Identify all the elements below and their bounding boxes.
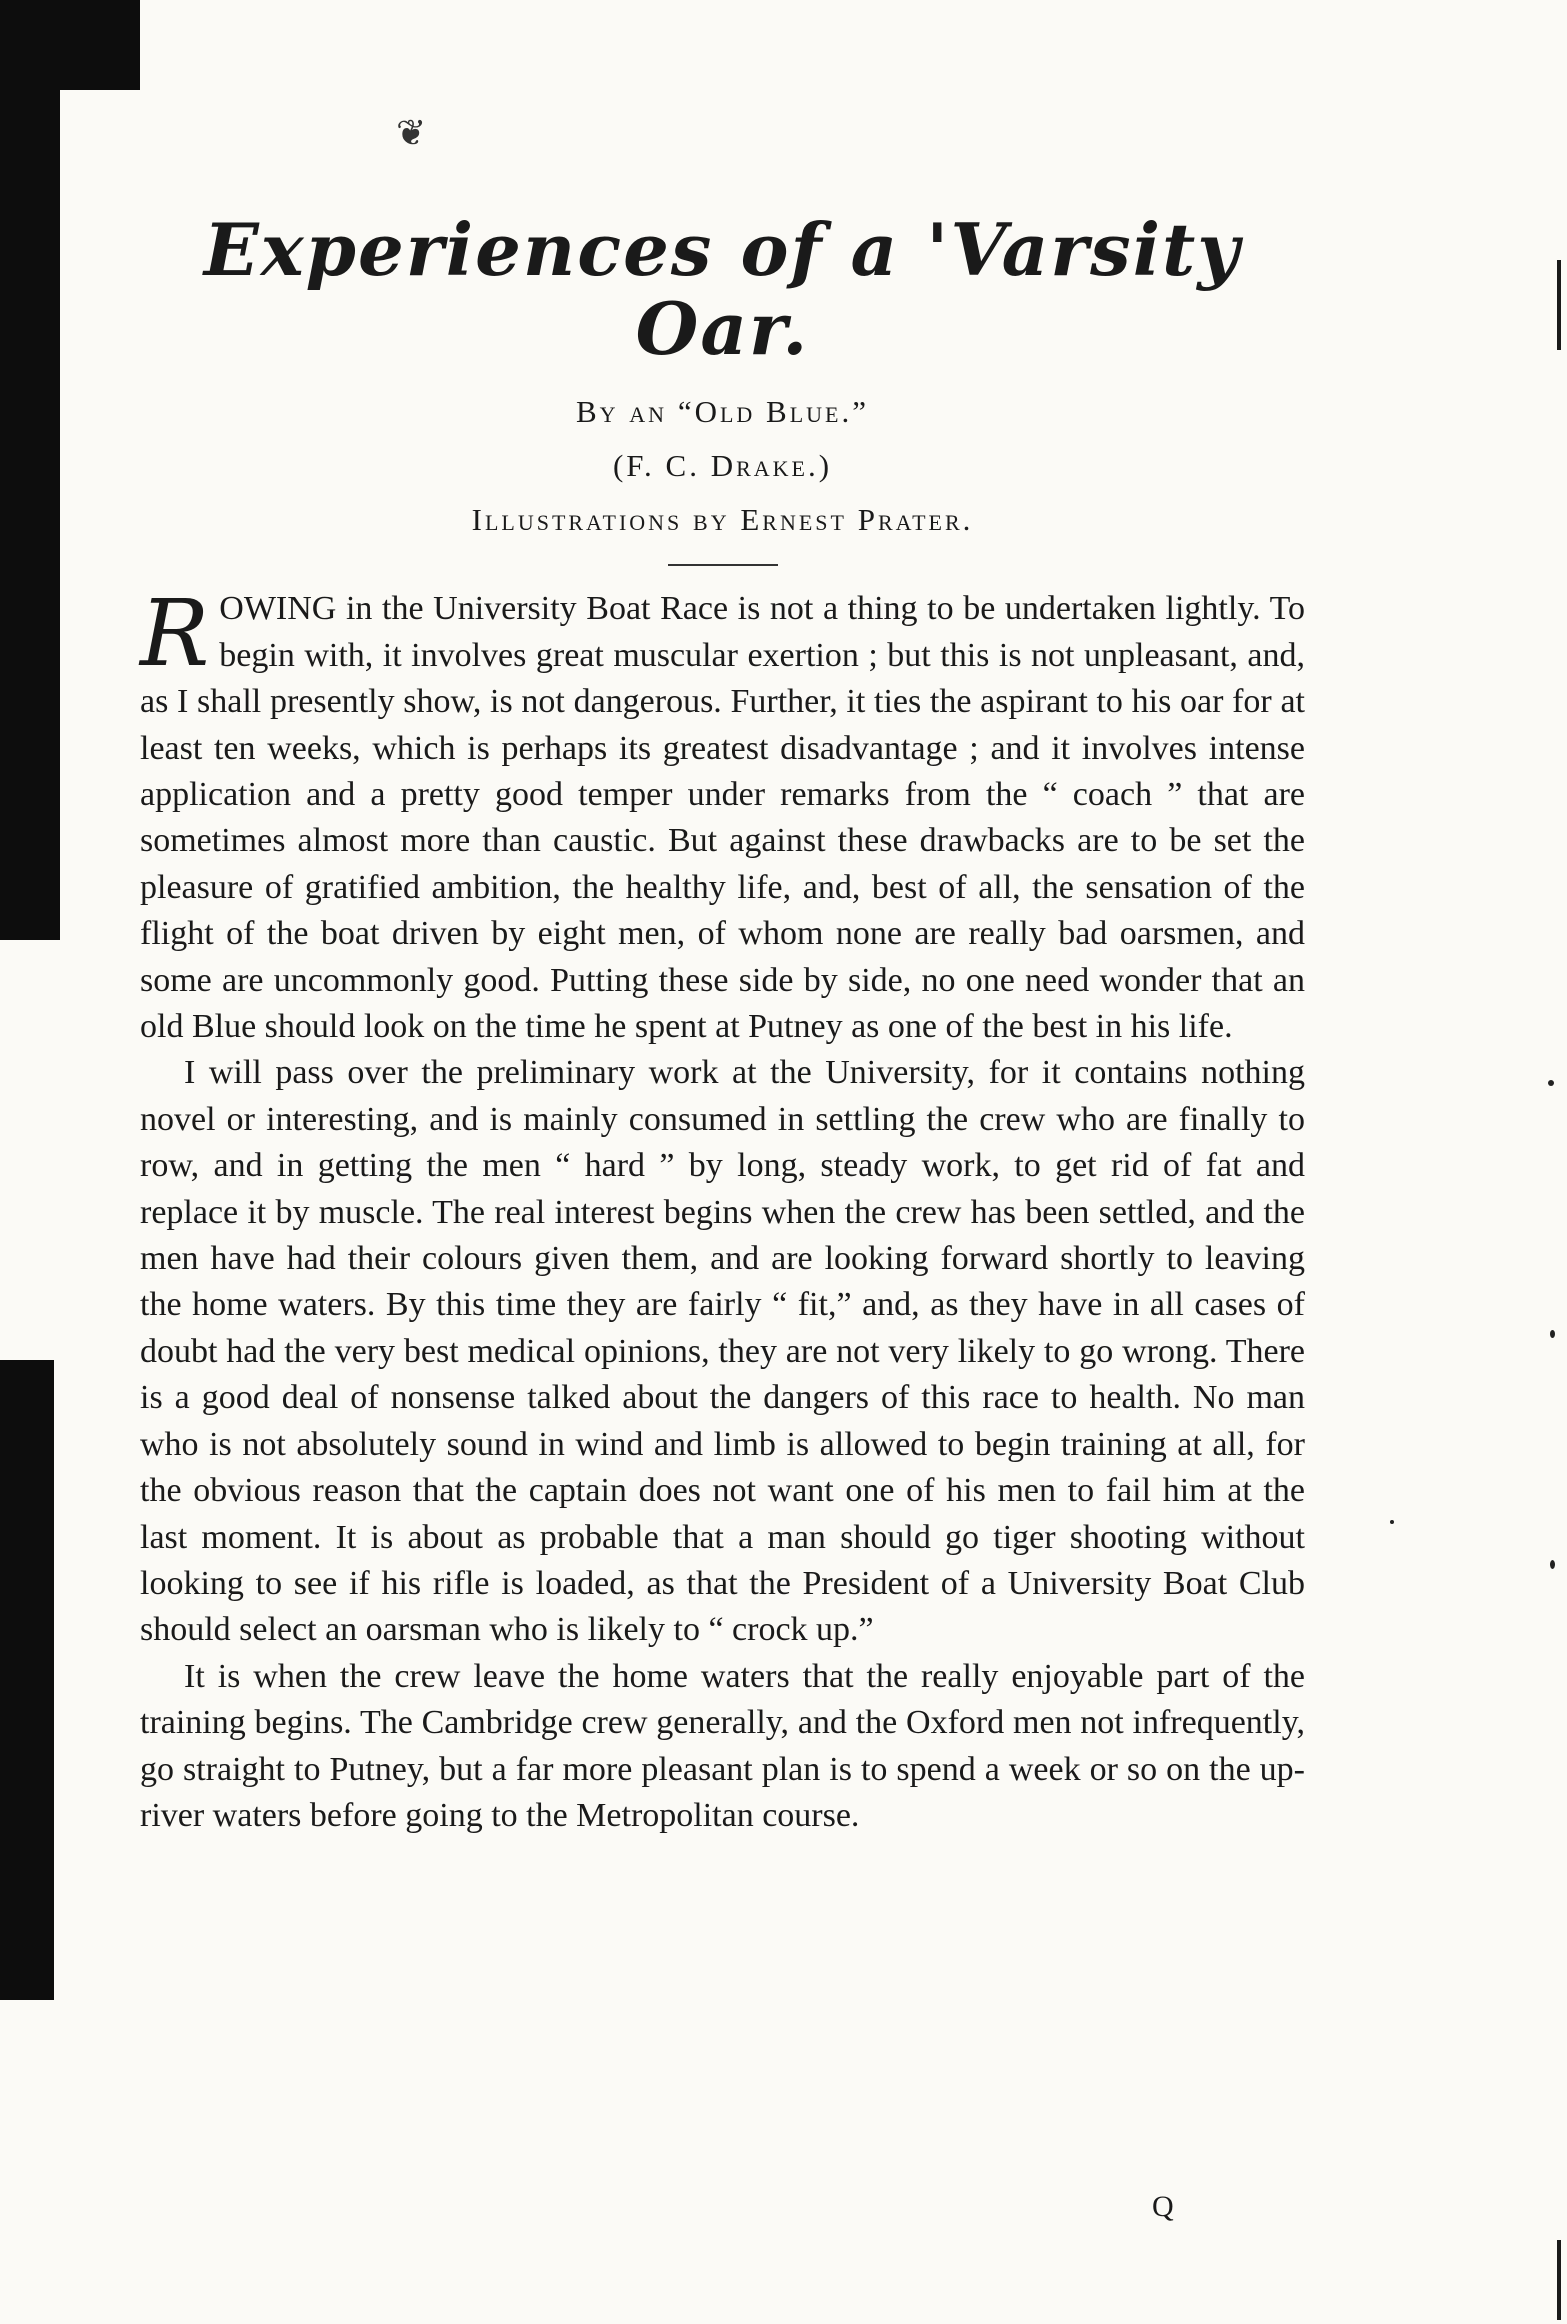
scan-speck <box>1548 1080 1554 1086</box>
paragraph-1 <box>140 580 1305 1050</box>
scan-edge-shadow-top <box>0 0 60 940</box>
scan-speck <box>1390 1520 1394 1524</box>
illustrator-credit: Illustrations by Ernest Prater. <box>471 502 974 538</box>
paragraph-1-text: OWING in the University Boat Race is not a thing to be undertaken lightly. To begin with, it involves great muscular exertion ; but this is not unpleasant, and, as I shall presently show, is not dangerous. Further, it ties the aspirant to his oar for at least ten weeks, which is perhaps its greatest disadvantage ; and it involves intense application and a pretty good temper under remarks from the “ coach ” that are sometimes almost more than caustic. But against these drawbacks are to be set the pleasure of gratified ambition, the healthy life, and, best of all, the sensation of the flight of the boat driven by eight men, of whom none are really bad oarsmen, and some are uncommonly good. Putting these side by side, no one need wonder that an old Blue should look on the time he spent at Putney as one of the best in his life. <box>140 590 1305 1046</box>
scan-right-edge-mark <box>1557 2240 1561 2320</box>
article <box>140 207 1305 1839</box>
article-body <box>140 580 1305 1839</box>
scan-right-edge-mark <box>1557 260 1561 350</box>
article-title: Experiences of a 'Varsity Oar. <box>203 207 1242 372</box>
scan-edge-shadow-middle <box>0 1360 54 2000</box>
section-divider <box>668 564 778 566</box>
ornament-glyph: ❦ <box>396 113 427 153</box>
author-name: (F. C. Drake.) <box>612 448 833 484</box>
page-signature: Q <box>1152 2190 1174 2223</box>
paragraph-2: I will pass over the preliminary work at the University, for it contains nothing novel or interesting, and is mainly consumed in settling the crew who are finally to row, and in getting the men “ hard ” by long, steady work, to get rid of fat and replace it by muscle. The real interest begins when the crew has been settled, and the men have had their colours given them, and are looking forward shortly to leaving the home waters. By this time they are fairly “ fit,” and, as they have in all cases of doubt had the very best medical opinions, they are not very likely to go wrong. There is a good deal of nonsense talked about the dangers of this race to health. No man who is not absolutely sound in wind and limb is allowed to begin training at all, for the obvious reason that the captain does not want one of his men to fail him at the last moment. It is about as probable that a man should go tiger shooting without looking to see if his rifle is loaded, as that the President of a University Boat Club should select an oarsman who is likely to “ crock up.” <box>140 1054 1305 1649</box>
paragraph-3: It is when the crew leave the home waters that the really enjoyable part of the training begins. The Cambridge crew generally, and the Oxford men not infrequently, go straight to Putney, but a far more pleasant plan is to spend a week or so on the up-river waters before going to the Metropolitan course. <box>140 1657 1305 1834</box>
scan-speck <box>1550 1560 1555 1569</box>
drop-cap: R <box>140 580 210 688</box>
byline: By an “Old Blue.” <box>575 394 869 430</box>
scan-edge-shadow-notch <box>0 0 140 90</box>
scan-speck <box>1550 1330 1555 1338</box>
